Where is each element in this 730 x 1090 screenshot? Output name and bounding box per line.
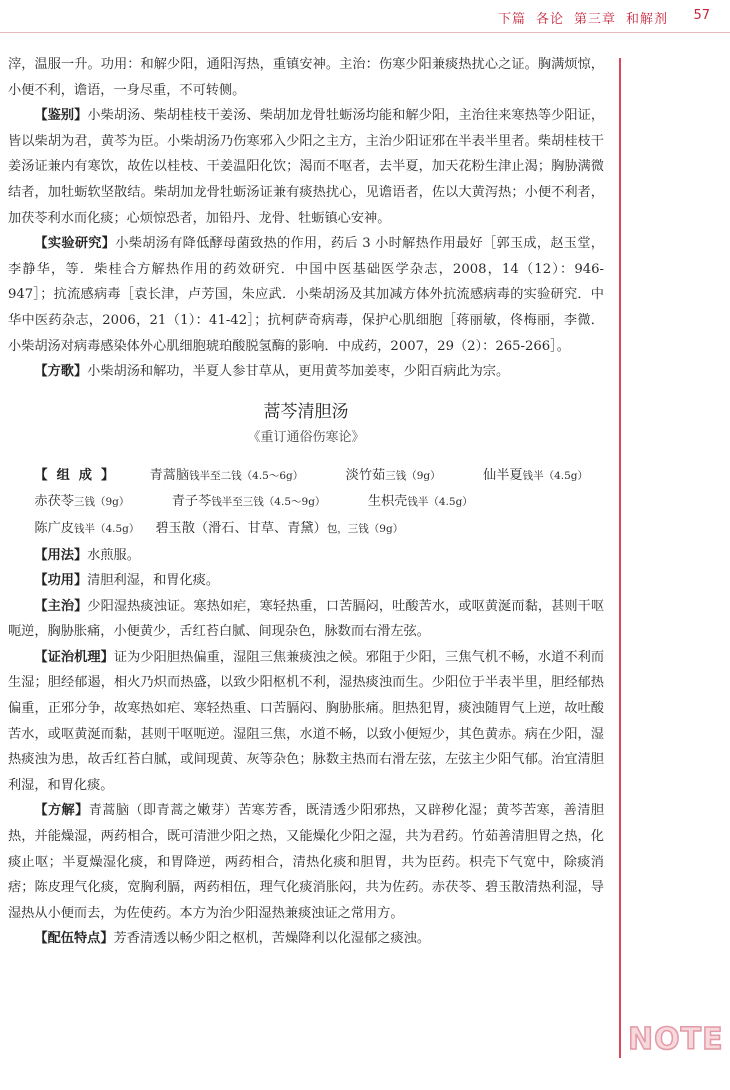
continued-paragraph: 滓，温服一升。功用：和解少阳，通阳泻热，重镇安神。主治：伤寒少阳兼痰热扰心之证。胸满烦惊，小便不利，谵语，一身尽重，不可转侧。 xyxy=(8,57,604,98)
shiyan-tag: 【实验研究】 xyxy=(34,236,116,252)
fangjie-tag: 【方解】 xyxy=(34,803,89,819)
ingredient xyxy=(457,463,588,490)
ingredient-name: 赤茯苓 xyxy=(34,494,74,510)
ingredient-dose: 钱半至二钱（4.5～6g） xyxy=(189,469,304,482)
jili-tag: 【证治机理】 xyxy=(34,649,114,665)
formula-source: 《重订通俗伤寒论》 xyxy=(247,429,365,445)
zucheng-tag: 【组成】 xyxy=(34,467,124,483)
header-part: 下篇 xyxy=(497,12,526,27)
ingredient-dose: 钱半（4.5g） xyxy=(407,496,473,509)
page-body xyxy=(8,52,604,952)
ingredient-name: 淡竹茹 xyxy=(345,467,386,483)
tedian-tag: 【配伍特点】 xyxy=(34,931,114,947)
ingredient-dose: 钱半（4.5g） xyxy=(73,522,140,535)
tedian-paragraph xyxy=(8,926,604,952)
header-chapter: 第三章 xyxy=(573,12,616,27)
ingredient-dose: 三钱（9g） xyxy=(385,469,441,482)
ingredient xyxy=(145,489,325,516)
fangge-text: 小柴胡汤和解功，半夏人参甘草从，更用黄芩加姜枣，少阳百病此为宗。 xyxy=(87,364,510,380)
ingredient-dose: 包，三钱（9g） xyxy=(326,522,404,535)
zhuzhi-paragraph xyxy=(8,594,604,645)
jianbie-tag: 【鉴别】 xyxy=(34,108,88,124)
gongyong-tag: 【功用】 xyxy=(34,573,88,589)
ingredient xyxy=(8,516,139,543)
ingredient-name: 碧玉散（滑石、甘草、青黛） xyxy=(155,520,327,536)
margin-rule xyxy=(619,58,621,1058)
yongfa-tag: 【用法】 xyxy=(34,547,88,563)
gongyong-text: 清胆利湿，和胃化痰。 xyxy=(87,573,220,589)
jianbie-paragraph xyxy=(8,103,604,231)
ingredient xyxy=(123,463,303,490)
header-section: 各论 xyxy=(535,12,564,27)
header-category: 和解剂 xyxy=(625,12,668,27)
jili-paragraph xyxy=(8,645,604,799)
formula-title: 蒿芩清胆汤 xyxy=(263,401,349,422)
ingredient-dose: 钱半（4.5g） xyxy=(522,469,588,482)
ingredient-name: 青蒿脑 xyxy=(149,467,190,483)
ingredient-dose: 三钱（9g） xyxy=(73,496,130,509)
zhuzhi-tag: 【主治】 xyxy=(34,598,88,614)
ingredient xyxy=(341,489,472,516)
ingredient-name: 仙半夏 xyxy=(483,467,523,483)
yongfa-paragraph xyxy=(8,543,604,569)
jianbie-text: 小柴胡汤、柴胡桂枝干姜汤、柴胡加龙骨牡蛎汤均能和解少阳，主治往来寒热等少阳证，皆以柴胡为君，黄芩为臣。小柴胡汤乃伤寒邪入少阳之主方，主治少阳证邪在半表半里者。柴胡桂枝干姜汤证兼内有寒饮，故佐以桂枝、干姜温阳化饮；渴而不呕者，去半夏，加天花粉生津止渴；胸胁满微结者，加牡蛎软坚散结。柴胡加龙骨牡蛎汤证兼有痰热扰心，见谵语者，佐以大黄泻热；小便不利者，加茯苓利水而化痰；心烦惊恐者，加铅丹、龙骨、牡蛎镇心安神。 xyxy=(8,108,605,226)
zhuzhi-text: 少阳湿热痰浊证。寒热如疟，寒轻热重，口苦膈闷，吐酸苦水，或呕黄涎而黏，甚则干呕呃逆，胸胁胀痛，小便黄少，舌红苔白腻、间现杂色，脉数而右滑左弦。 xyxy=(8,598,605,640)
fangge-tag: 【方歌】 xyxy=(34,364,88,380)
running-header xyxy=(488,8,668,27)
ingredient xyxy=(319,463,440,490)
yongfa-text: 水煎服。 xyxy=(87,547,140,563)
fangjie-paragraph xyxy=(8,798,604,926)
shiyan-text: 小柴胡汤有降低酵母菌致热的作用，药后 3 小时解热作用最好［郭玉成，赵玉堂，李静华，等．柴桂合方解热作用的药效研究．中国中医基础医学杂志，2008，14（12）：946-947］；抗流感病毒［袁长津，卢芳国，朱应武．小柴胡汤及其加减方体外抗流感病毒的实验研究．中华中医药杂志，2006，21（1）：41-42］；抗柯萨奇病毒，保护心肌细胞［蒋丽敏，佟梅丽，李微．小柴胡汤对病毒感染体外心肌细胞琥珀酸脱氢酶的影响．中成药，2007，29（2）：265-266］。 xyxy=(8,236,604,354)
fangge-paragraph xyxy=(8,359,604,385)
page-number: 57 xyxy=(693,8,710,23)
note-margin-mark: NOTE xyxy=(628,1022,724,1057)
ingredient xyxy=(155,521,403,536)
gongyong-paragraph xyxy=(8,568,604,594)
shiyan-paragraph xyxy=(8,231,604,359)
header-rule xyxy=(0,32,730,33)
ingredient-name: 青子芩 xyxy=(171,494,212,510)
page-header xyxy=(0,0,730,36)
tedian-text: 芳香清透以畅少阳之枢机，苦燥降利以化湿郁之痰浊。 xyxy=(113,931,431,947)
ingredient xyxy=(8,489,129,516)
ingredient-name: 陈广皮 xyxy=(34,520,74,536)
ingredient-name: 生枳壳 xyxy=(367,494,408,510)
zucheng-paragraph xyxy=(8,463,604,543)
ingredient-dose: 钱半至三钱（4.5～9g） xyxy=(211,496,326,509)
fangjie-text: 青蒿脑（即青蒿之嫩芽）苦寒芳香，既清透少阳邪热，又辟秽化湿；黄芩苦寒，善清胆热，并能燥湿，两药相合，既可清泄少阳之热，又能燥化少阳之湿，共为君药。竹茹善清胆胃之热，化痰止呕；半夏燥湿化痰，和胃降逆，两药相合，清热化痰和胆胃，共为臣药。枳壳下气宽中，除痰消痞；陈皮理气化痰，宽胸利膈，两药相伍，理气化痰消胀闷，共为佐药。赤茯苓、碧玉散清热利湿，导湿热从小便而去，为佐使药。本方为治少阳湿热兼痰浊证之常用方。 xyxy=(8,803,605,921)
jili-text: 证为少阳胆热偏重，湿阻三焦兼痰浊之候。邪阻于少阳，三焦气机不畅，水道不利而生湿；胆经郁遏，相火乃炽而热盛，以致少阳枢机不利，湿热痰浊而生。少阳位于半表半里，胆经郁热偏重，正邪分争，故寒热如疟、寒轻热重、口苦膈闷、胸胁胀痛。胆热犯胃，痰浊随胃气上逆，故吐酸苦水，或呕黄涎而黏，甚则干呕呃逆。湿阻三焦，水道不畅，以致小便短少，其色黄赤。病在少阳，湿热痰浊为患，故舌红苔白腻，或间现黄、灰等杂色；脉数主热而右滑左弦，左弦主少阳气郁。治宜清胆利湿，和胃化痰。 xyxy=(8,649,605,793)
